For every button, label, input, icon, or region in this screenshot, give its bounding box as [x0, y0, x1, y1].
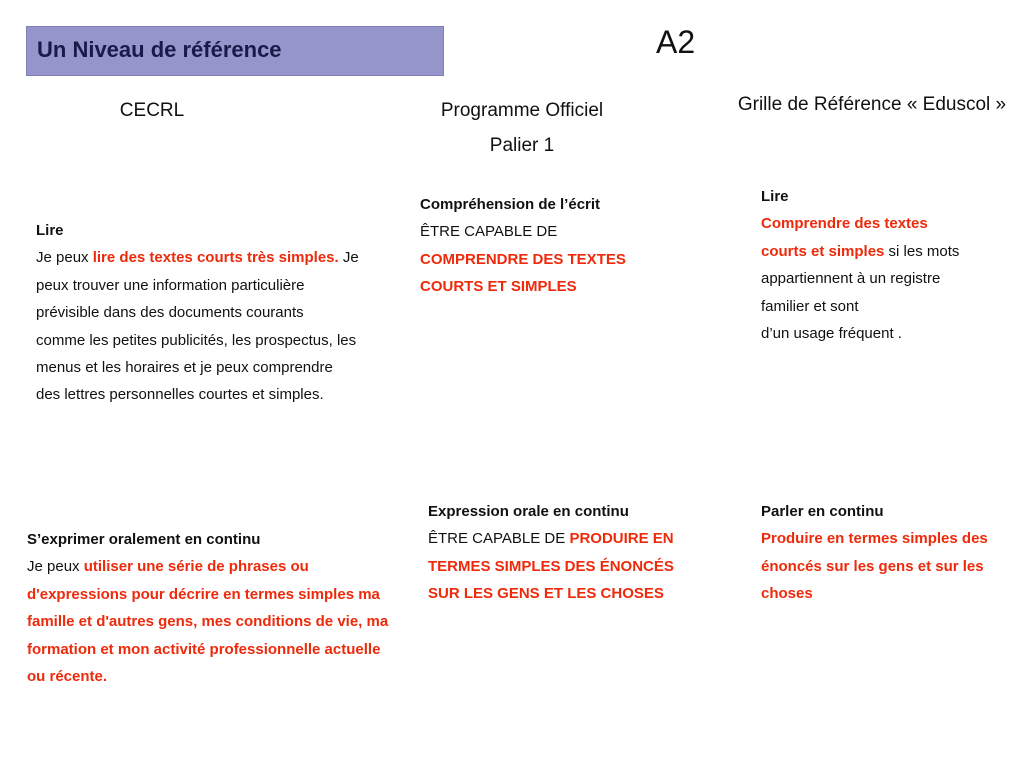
slide-title: Un Niveau de référence — [37, 37, 282, 62]
cecrl-lire-text: menus et les horaires et je peux comprendre — [36, 359, 333, 377]
cecrl-oral-heading: S’exprimer oralement en continu — [27, 531, 261, 548]
grille-parler-highlight: choses — [761, 585, 813, 603]
grille-lire-after: si les mots — [884, 242, 960, 260]
grille-parler-highlight: énoncés sur les gens et sur les — [761, 557, 984, 575]
cecrl-lire-text: peux trouver une information particulière — [36, 276, 305, 294]
column-header-grille: Grille de Référence « Eduscol » — [737, 94, 1007, 115]
cecrl-oral-highlight: d'expressions pour décrire en termes simples ma — [27, 585, 380, 603]
programme-expression-intro: ÊTRE CAPABLE DE — [428, 530, 570, 548]
grille-parler-highlight: Produire en termes simples des — [761, 530, 988, 548]
cecrl-oral-highlight: ou récente. — [27, 668, 108, 686]
cecrl-lire-after: Je — [338, 249, 359, 267]
cecrl-oral-line — [27, 553, 417, 580]
programme-comprehension-highlight: COURTS ET SIMPLES — [420, 278, 577, 296]
cecrl-oral-highlight: utiliser une série de phrases ou — [83, 558, 309, 576]
cecrl-lire-highlight: lire des textes courts très simples. — [92, 249, 339, 267]
grille-lire-text: d’un usage fréquent . — [761, 325, 902, 343]
level-label: A2 — [656, 24, 696, 60]
title-box — [26, 26, 444, 76]
cecrl-lire-intro: Je peux — [36, 249, 93, 267]
programme-expression-block — [428, 498, 728, 608]
column-header-palier: Palier 1 — [489, 135, 555, 156]
cecrl-oral-highlight: formation et mon activité professionnelle actuelle — [27, 640, 381, 658]
cecrl-lire-text: comme les petites publicités, les prospectus, les — [36, 331, 357, 349]
programme-expression-highlight: PRODUIRE EN — [569, 530, 674, 548]
grille-parler-block — [761, 498, 1016, 608]
cecrl-lire-text: des lettres personnelles courtes et simples. — [36, 386, 324, 404]
grille-lire-highlight: Comprendre des textes — [761, 215, 928, 233]
cecrl-lire-line — [36, 244, 386, 271]
cecrl-oral-highlight: famille et d'autres gens, mes conditions de vie, ma — [27, 613, 389, 631]
grille-parler-heading: Parler en continu — [761, 503, 884, 520]
column-header-cecrl: CECRL — [119, 100, 185, 121]
programme-expression-line — [428, 525, 728, 552]
column-header-programme: Programme Officiel — [440, 100, 604, 121]
programme-expression-highlight: TERMES SIMPLES DES ÉNONCÉS — [428, 557, 674, 575]
cecrl-lire-text: prévisible dans des documents courants — [36, 304, 304, 322]
grille-lire-text: familier et sont — [761, 297, 859, 315]
grille-lire-highlight: courts et simples — [761, 242, 885, 260]
cecrl-oral-block — [27, 526, 417, 690]
programme-expression-highlight: SUR LES GENS ET LES CHOSES — [428, 585, 664, 603]
grille-lire-heading: Lire — [761, 188, 789, 205]
programme-comprehension-text: ÊTRE CAPABLE DE — [420, 223, 558, 241]
grille-lire-line — [761, 238, 1011, 265]
grille-lire-text: appartiennent à un registre — [761, 270, 941, 288]
grille-lire-block — [761, 183, 1011, 347]
programme-comprehension-highlight: COMPRENDRE DES TEXTES — [420, 250, 626, 268]
cecrl-lire-heading: Lire — [36, 222, 64, 239]
programme-comprehension-heading: Compréhension de l’écrit — [420, 196, 601, 213]
cecrl-lire-block — [36, 217, 386, 409]
programme-expression-heading: Expression orale en continu — [428, 503, 629, 520]
cecrl-oral-intro: Je peux — [27, 558, 84, 576]
programme-comprehension-block — [420, 191, 710, 301]
